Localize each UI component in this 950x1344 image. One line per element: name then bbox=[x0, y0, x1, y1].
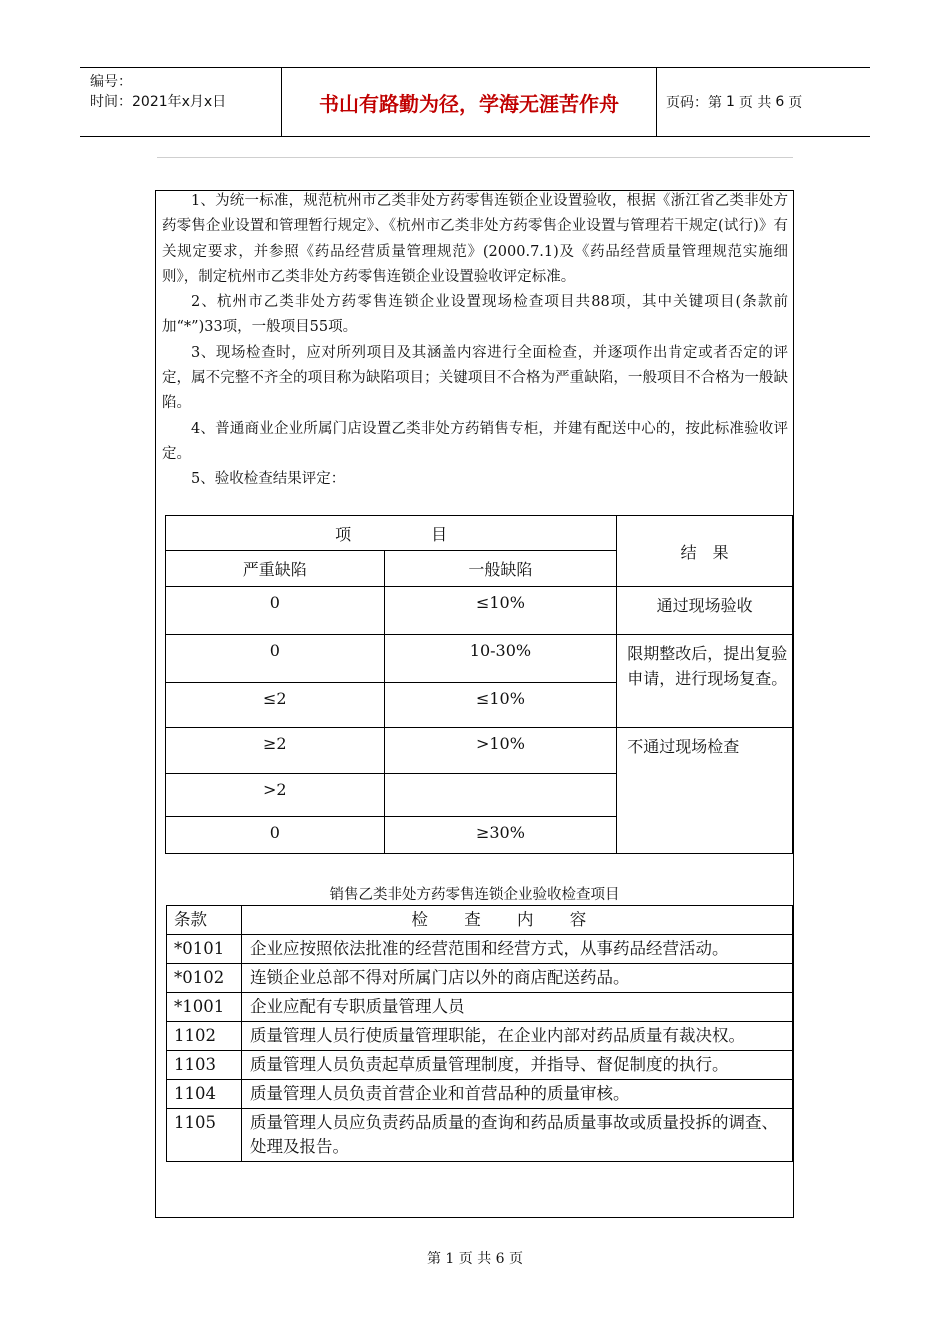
intro-paragraph-1: 1、为统一标准，规范杭州市乙类非处方药零售连锁企业设置验收，根据《浙江省乙类非处方药零售企业设置和管理暂行规定》、《杭州市乙类非处方药零售企业设置与管理若干规定(试行)》有关规定要求，并参照《药品经营质量管理规范》(2000.7.1)及《药品经营质量管理规范实施细则》，制定杭州市乙类非处方药零售连锁企业设置验收评定标准。 bbox=[162, 193, 788, 285]
clause-code: 1104 bbox=[167, 1080, 242, 1109]
eval-cell-general: ≤10% bbox=[384, 587, 617, 635]
eval-cell-severe: ≤2 bbox=[166, 683, 385, 728]
eval-cell-severe: 0 bbox=[166, 635, 385, 683]
eval-header-result: 结 果 bbox=[617, 516, 793, 587]
page-footer bbox=[0, 1248, 950, 1268]
table-row bbox=[167, 964, 793, 993]
footer-total: 6 bbox=[495, 1251, 505, 1267]
number-label: 编号： bbox=[90, 74, 132, 90]
eval-header-item: 项 目 bbox=[166, 516, 617, 551]
footer-prefix: 第 bbox=[426, 1251, 441, 1267]
intro-paragraph-5: 5、验收检查结果评定： bbox=[191, 471, 346, 488]
footer-suffix: 页 bbox=[509, 1251, 524, 1267]
page-header bbox=[80, 67, 870, 137]
clause-content: 质量管理人员负责首营企业和首营品种的质量审核。 bbox=[242, 1080, 793, 1109]
intro-paragraph-4: 4、普通商业企业所属门店设置乙类非处方药销售专柜，并建有配送中心的，按此标准验收评定。 bbox=[162, 420, 788, 462]
divider bbox=[157, 157, 793, 158]
check-col-code: 条款 bbox=[167, 906, 242, 935]
table-row bbox=[167, 1109, 793, 1162]
clause-code: *0101 bbox=[167, 935, 242, 964]
eval-cell-general: >10% bbox=[384, 728, 617, 774]
clause-code: *0102 bbox=[167, 964, 242, 993]
clause-content: 质量管理人员应负责药品质量的查询和药品质量事故或质量投拆的调查、处理及报告。 bbox=[242, 1109, 793, 1162]
eval-cell-severe: >2 bbox=[166, 774, 385, 817]
page-label: 页码：第 bbox=[666, 95, 722, 111]
eval-cell-general: 10-30% bbox=[384, 635, 617, 683]
eval-cell-general: ≥30% bbox=[384, 817, 617, 854]
clause-code: 1105 bbox=[167, 1109, 242, 1162]
eval-result-fail: 不通过现场检查 bbox=[617, 728, 793, 854]
header-page-info bbox=[656, 68, 870, 136]
eval-cell-general: ≤10% bbox=[384, 683, 617, 728]
footer-mid: 页 共 bbox=[458, 1251, 492, 1267]
eval-col-general: 一般缺陷 bbox=[384, 551, 617, 587]
check-items-table bbox=[166, 905, 793, 1162]
clause-content: 企业应配有专职质量管理人员 bbox=[242, 993, 793, 1022]
check-table-caption: 销售乙类非处方药零售连锁企业验收检查项目 bbox=[329, 887, 620, 903]
intro-section bbox=[162, 189, 788, 493]
page-suffix: 页 bbox=[788, 95, 803, 111]
page-number: 1 bbox=[726, 94, 735, 110]
header-motto: 书山有路勤为径，学海无涯苦作舟 bbox=[282, 68, 657, 136]
eval-result-pass: 通过现场验收 bbox=[617, 587, 793, 635]
clause-content: 连锁企业总部不得对所属门店以外的商店配送药品。 bbox=[242, 964, 793, 993]
table-row bbox=[167, 1051, 793, 1080]
intro-paragraph-3: 3、现场检查时，应对所列项目及其涵盖内容进行全面检查，并逐项作出肯定或者否定的评定，属不完整不齐全的项目称为缺陷项目；关键项目不合格为严重缺陷，一般项目不合格为一般缺陷。 bbox=[162, 344, 788, 412]
eval-cell-general bbox=[384, 774, 617, 817]
clause-content: 企业应按照依法批准的经营范围和经营方式，从事药品经营活动。 bbox=[242, 935, 793, 964]
table-row bbox=[167, 1022, 793, 1051]
eval-cell-severe: ≥2 bbox=[166, 728, 385, 774]
table-row bbox=[167, 993, 793, 1022]
evaluation-table bbox=[165, 515, 793, 854]
footer-page: 1 bbox=[445, 1251, 455, 1267]
page-total: 6 bbox=[775, 94, 785, 110]
time-text: 时间：2021年x月x日 bbox=[90, 94, 227, 110]
clause-content: 质量管理人员行使质量管理职能，在企业内部对药品质量有裁决权。 bbox=[242, 1022, 793, 1051]
table-row bbox=[167, 935, 793, 964]
eval-cell-severe: 0 bbox=[166, 817, 385, 854]
header-meta bbox=[80, 68, 282, 136]
clause-content: 质量管理人员负责起草质量管理制度，并指导、督促制度的执行。 bbox=[242, 1051, 793, 1080]
table-row bbox=[167, 1080, 793, 1109]
check-col-content: 检查内容 bbox=[242, 906, 793, 935]
eval-col-severe: 严重缺陷 bbox=[166, 551, 385, 587]
intro-paragraph-2: 2、杭州市乙类非处方药零售连锁企业设置现场检查项目共88项，其中关键项目(条款前加“*”)33项，一般项目55项。 bbox=[162, 294, 788, 336]
eval-result-recheck: 限期整改后，提出复验申请，进行现场复查。 bbox=[617, 635, 793, 728]
clause-code: *1001 bbox=[167, 993, 242, 1022]
clause-code: 1102 bbox=[167, 1022, 242, 1051]
eval-cell-severe: 0 bbox=[166, 587, 385, 635]
page-of-label: 页 共 bbox=[738, 95, 772, 111]
clause-code: 1103 bbox=[167, 1051, 242, 1080]
